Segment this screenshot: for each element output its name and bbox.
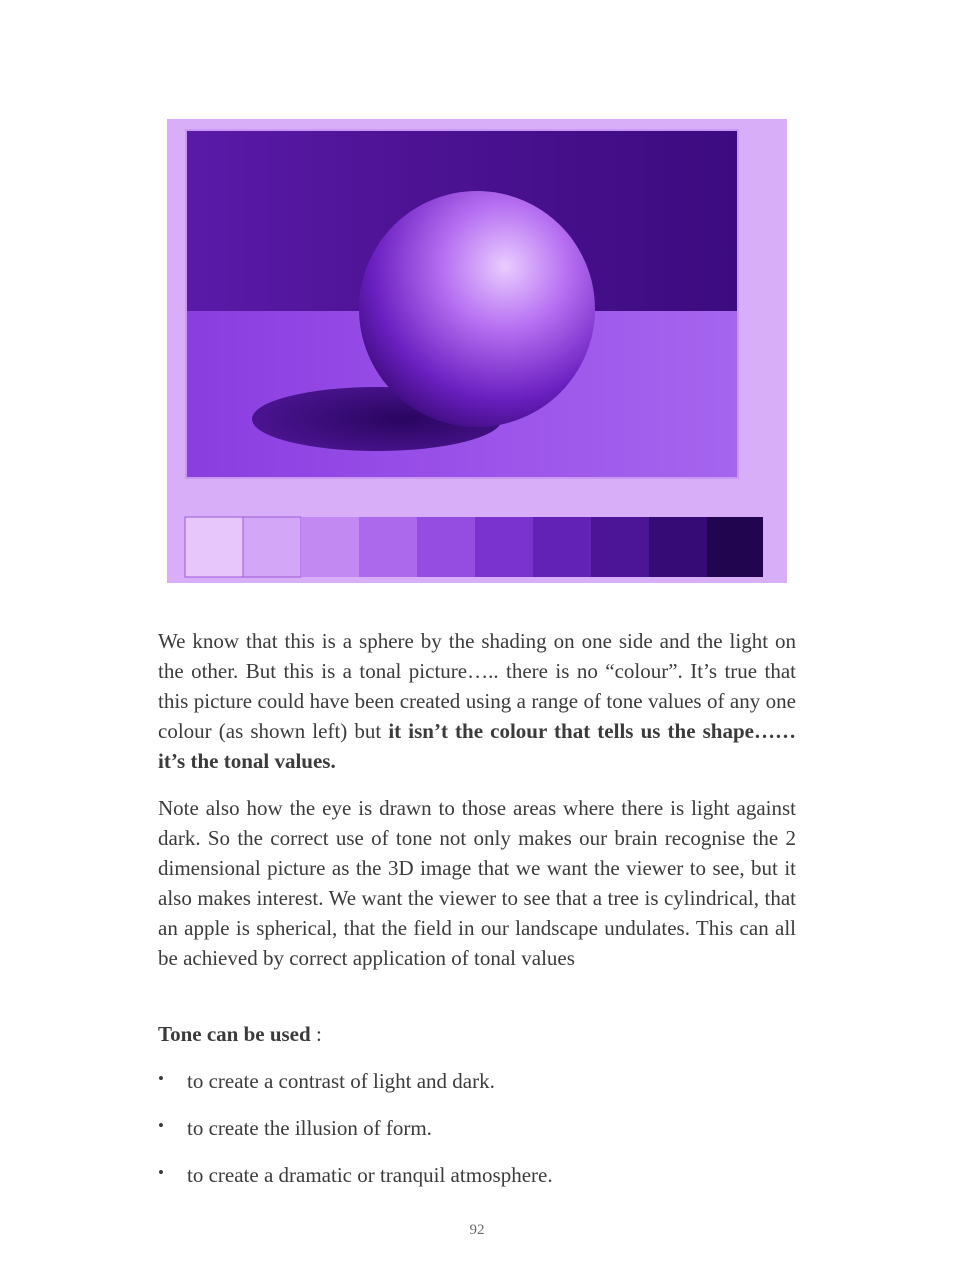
sphere: [359, 191, 595, 427]
paragraph-3-bold: Tone can be used: [158, 1022, 311, 1046]
bullet-icon: •: [158, 1163, 164, 1182]
paragraph-sphere-shading: [158, 626, 796, 776]
sphere-tonal-drawing-icon: [167, 119, 787, 583]
paragraph-1-text: We know that this is a sphere by the shading on one side and the light on the other. But this is a tonal picture….. there is no “colour”. It’s true that this picture could have been created using a range of tone values of any one colour (as shown left) but: [158, 629, 796, 743]
bullet-icon: •: [158, 1116, 164, 1135]
tone-scale: [185, 517, 763, 577]
paragraph-eye-drawn: Note also how the eye is drawn to those areas where there is light against dark. So the correct use of tone not only makes our brain recognise the 2 dimensional picture as the 3D image that we want the viewer to see, but it also makes interest. We want the viewer to see that a tree is cylindrical, that an apple is spherical, that the field in our landscape undulates. This can all be achieved by correct application of tonal values: [158, 796, 796, 970]
list-item-text: to create the illusion of form.: [187, 1116, 432, 1140]
sphere-tone-illustration: [167, 119, 787, 583]
list-item-text: to create a contrast of light and dark.: [187, 1069, 495, 1093]
page-number: 92: [469, 1222, 485, 1238]
bullet-icon: •: [158, 1069, 164, 1088]
list-item-text: to create a dramatic or tranquil atmosphere.: [187, 1163, 553, 1187]
paragraph-1-bold: it isn’t the colour that tells us the shape…… it’s the tonal values.: [158, 719, 796, 773]
paragraph-3-text: :: [310, 1022, 322, 1046]
paragraph-tone-uses: [158, 1019, 796, 1049]
